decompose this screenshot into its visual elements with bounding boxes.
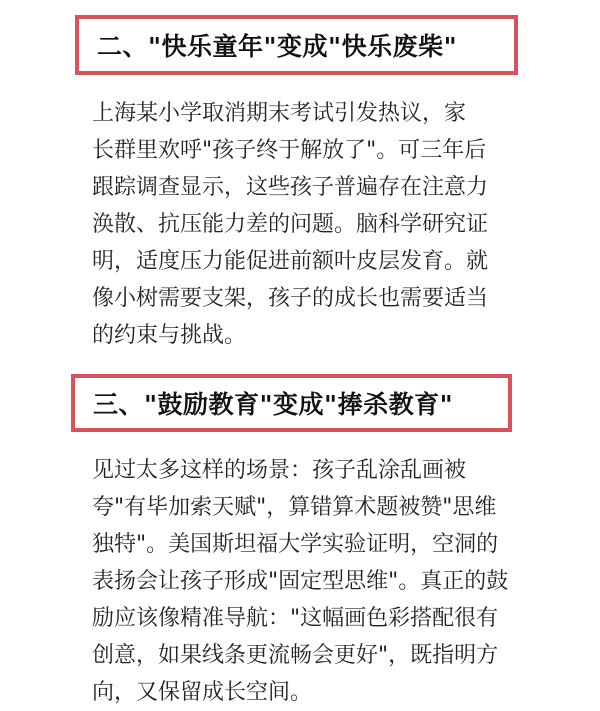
paragraph-line: 表扬会让孩子形成"固定型思维"。真正的鼓 bbox=[92, 569, 509, 594]
section-3-heading-box bbox=[71, 374, 512, 432]
paragraph-line: 夸"有毕加索天赋"，算错算术题被赞"思维 bbox=[92, 495, 497, 520]
paragraph-line: 的约束与挑战。 bbox=[92, 323, 247, 348]
paragraph-line: 独特"。美国斯坦福大学实验证明，空洞的 bbox=[92, 532, 499, 557]
section-3-heading: 三、"鼓励教育"变成"捧杀教育" bbox=[93, 390, 454, 419]
paragraph-line: 涣散、抗压能力差的问题。脑科学研究证 bbox=[92, 212, 489, 237]
section-2-heading-box bbox=[75, 15, 518, 75]
section-3-paragraph bbox=[92, 452, 562, 711]
paragraph-line: 长群里欢呼"孩子终于解放了"。可三年后 bbox=[92, 138, 487, 163]
paragraph-line: 创意，如果线条更流畅会更好"，既指明方 bbox=[92, 643, 499, 668]
paragraph-line: 向，又保留成长空间。 bbox=[92, 680, 313, 705]
paragraph-line: 励应该像精准导航："这幅画色彩搭配很有 bbox=[92, 606, 499, 631]
paragraph-line: 见过太多这样的场景：孩子乱涂乱画被 bbox=[92, 458, 467, 483]
section-2-paragraph bbox=[92, 95, 562, 354]
paragraph-line: 像小树需要支架，孩子的成长也需要适当 bbox=[92, 286, 489, 311]
paragraph-line: 跟踪调查显示，这些孩子普遍存在注意力 bbox=[92, 175, 489, 200]
paragraph-line: 明，适度压力能促进前额叶皮层发育。就 bbox=[92, 249, 489, 274]
section-2-heading: 二、"快乐童年"变成"快乐废柴" bbox=[97, 32, 458, 61]
paragraph-line: 上海某小学取消期末考试引发热议，家 bbox=[92, 101, 467, 126]
